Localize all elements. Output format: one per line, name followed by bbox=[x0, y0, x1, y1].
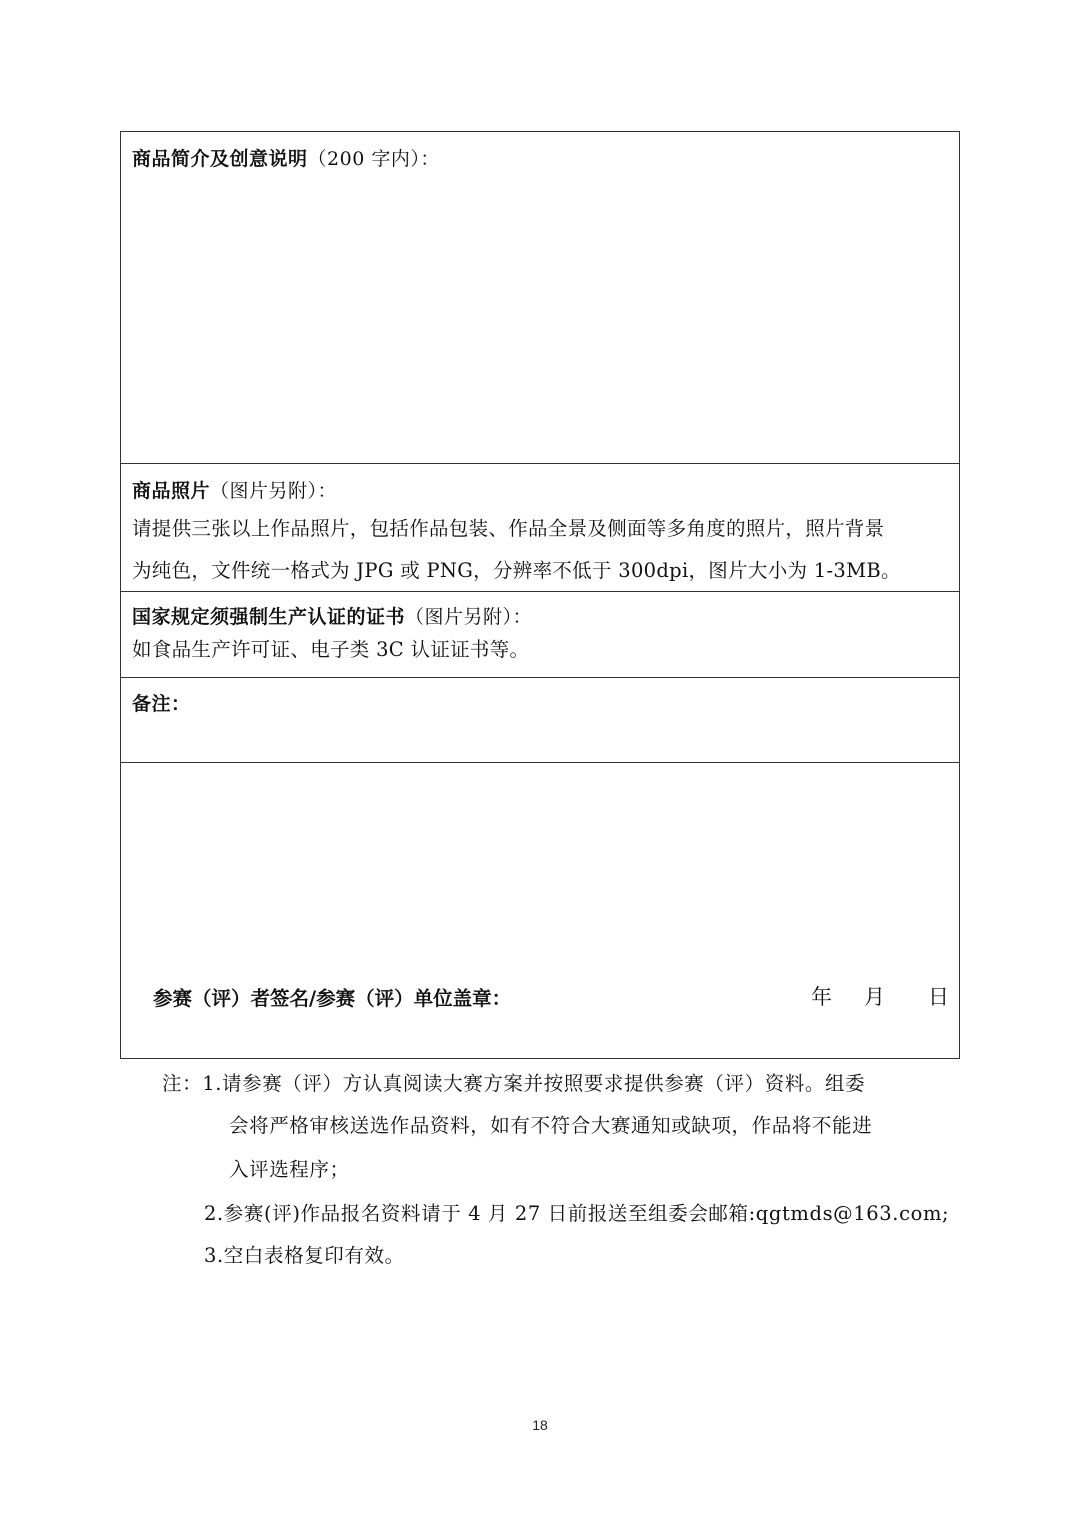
date-day-label: 日 bbox=[928, 985, 949, 1009]
note-2: 2.参赛(评)作品报名资料请于 4 月 27 日前报送至组委会邮箱:qgtmds@163.com; bbox=[204, 1202, 950, 1225]
product-intro-label-title: 商品简介及创意说明 bbox=[132, 148, 308, 170]
remark-label bbox=[132, 689, 191, 716]
entry-form-table bbox=[120, 131, 960, 1059]
certificate-label-note: （图片另附）： bbox=[405, 606, 533, 628]
product-photo-instructions-line-2: 为纯色，文件统一格式为 JPG 或 PNG，分辨率不低于 300dpi，图片大小为 1-3MB。 bbox=[132, 559, 901, 582]
product-photo-label-title: 商品照片 bbox=[132, 480, 211, 502]
page-number: 18 bbox=[532, 1417, 548, 1433]
product-photo-instructions-line-1: 请提供三张以上作品照片，包括作品包装、作品全景及侧面等多角度的照片，照片背景 bbox=[132, 517, 885, 540]
remark-label-title: 备注： bbox=[132, 693, 191, 715]
signature-section bbox=[121, 763, 959, 1060]
certificate-section bbox=[121, 592, 959, 678]
certificate-example-line: 如食品生产许可证、电子类 3C 认证证书等。 bbox=[132, 638, 530, 661]
certificate-label bbox=[132, 602, 532, 629]
note-1-line-2: 会将严格审核送选作品资料，如有不符合大赛通知或缺项，作品将不能进 bbox=[229, 1114, 873, 1137]
date-month-label: 月 bbox=[864, 985, 885, 1009]
product-photo-instructions bbox=[132, 508, 951, 592]
certificate-label-title: 国家规定须强制生产认证的证书 bbox=[132, 606, 406, 628]
signature-label: 参赛（评）者签名/参赛（评）单位盖章： bbox=[153, 987, 512, 1010]
product-intro-label bbox=[132, 144, 440, 171]
remark-section bbox=[121, 678, 959, 763]
product-intro-label-note: （200 字内）： bbox=[307, 148, 440, 170]
product-photo-label bbox=[132, 476, 337, 503]
note-1-line-3: 入评选程序； bbox=[229, 1158, 350, 1181]
product-photo-section bbox=[121, 464, 959, 592]
product-intro-section bbox=[121, 132, 959, 464]
note-1-line-1: 注：1.请参赛（评）方认真阅读大赛方案并按照要求提供参赛（评）资料。组委 bbox=[162, 1072, 866, 1095]
note-3: 3.空白表格复印有效。 bbox=[204, 1244, 405, 1267]
date-year-label: 年 bbox=[811, 985, 832, 1009]
product-photo-label-note: （图片另附）： bbox=[210, 480, 338, 502]
certificate-example-text bbox=[132, 635, 951, 665]
